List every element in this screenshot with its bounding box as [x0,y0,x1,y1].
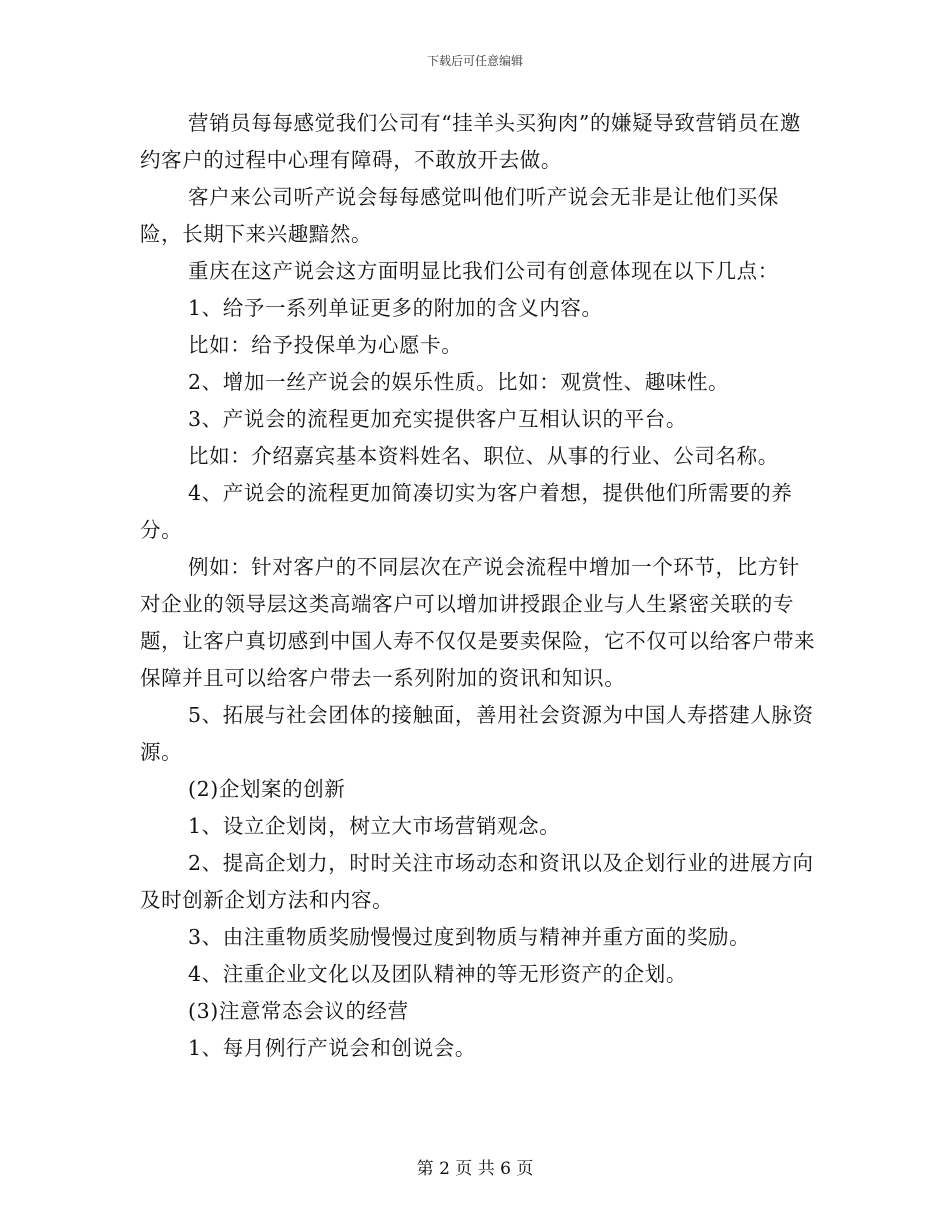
paragraph: 3、产说会的流程更加充实提供客户互相认识的平台。 [188,407,687,431]
paragraph: 1、每月例行产说会和创说会。 [188,1036,476,1060]
document-body [140,105,820,1067]
paragraph: 1、设立企划岗，树立大市场营销观念。 [188,814,561,838]
paragraph: 1、给予一系列单证更多的附加的含义内容。 [188,296,603,320]
paragraph: 5、拓展与社会团体的接触面，善用社会资源为中国人寿搭建人脉资源。 [140,703,814,764]
paragraph: 3、由注重物质奖励慢慢过度到物质与精神并重方面的奖励。 [188,925,751,949]
page-footer: 第 2 页 共 6 页 [416,1159,534,1179]
paragraph: 4、产说会的流程更加简凑切实为客户着想，提供他们所需要的养分。 [140,481,793,542]
paragraph: 2、提高企划力，时时关注市场动态和资讯以及企划行业的进展方向及时创新企划方法和内容。 [140,851,814,912]
paragraph: 4、注重企业文化以及团队精神的等无形资产的企划。 [188,962,687,986]
section-heading: (2)企划案的创新 [188,777,346,801]
paragraph: 例如：针对客户的不同层次在产说会流程中增加一个环节，比方针对企业的领导层这类高端客户可以增加讲授跟企业与人生紧密关联的专题，让客户真切感到中国人寿不仅仅是要卖保险，它不仅可以给客户带来保障并且可以给客户带去一系列附加的资讯和知识。 [140,555,816,690]
paragraph: 重庆在这产说会这方面明显比我们公司有创意体现在以下几点： [188,259,779,283]
paragraph: 营销员每每感觉我们公司有“挂羊头买狗肉”的嫌疑导致营销员在邀约客户的过程中心理有障碍，不敢放开去做。 [140,111,801,172]
paragraph: 比如：介绍嘉宾基本资料姓名、职位、从事的行业、公司名称。 [188,444,779,468]
paragraph: 比如：给予投保单为心愿卡。 [188,333,463,357]
paragraph: 客户来公司听产说会每每感觉叫他们听产说会无非是让他们买保险，长期下来兴趣黯然。 [140,185,779,246]
page-header: 下载后可任意编辑 [426,54,523,68]
paragraph: 2、增加一丝产说会的娱乐性质。比如：观赏性、趣味性。 [188,370,730,394]
section-heading: (3)注意常态会议的经营 [188,999,409,1023]
